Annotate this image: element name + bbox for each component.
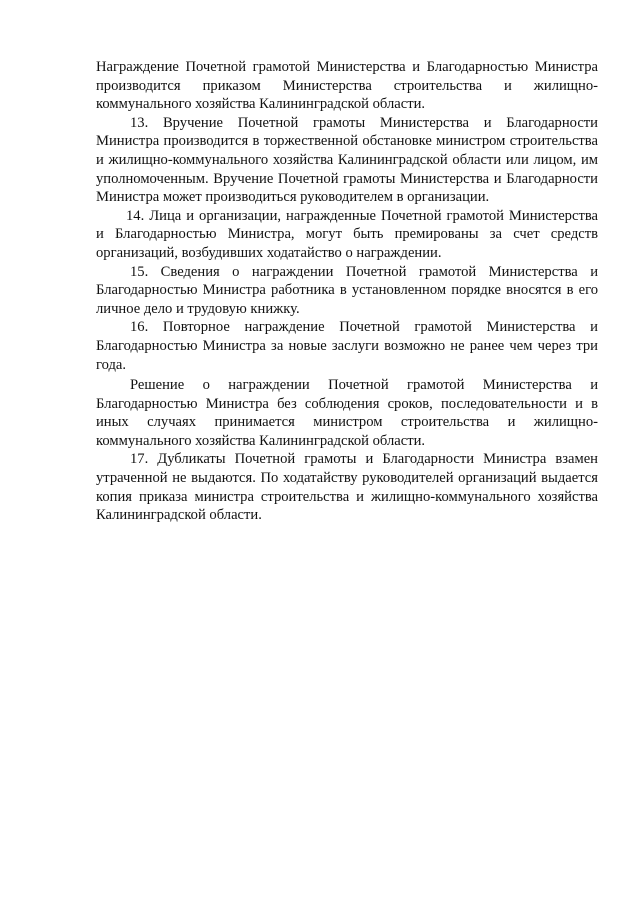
- paragraph-13-presentation: 13. Вручение Почетной грамоты Министерства и Благодарности Министра производится в торжественной обстановке министром строительства и жилищно-коммунального хозяйства Калининградской области или лицом, им уполномоченным. Вручение Почетной грамоты Министерства и Благодарности Министра может производиться руководителем в организации.: [96, 114, 598, 206]
- document-page: [96, 58, 598, 525]
- paragraph-14-bonus: 14. Лица и организации, награжденные Почетной грамотой Министерства и Благодарностью Министра, могут быть премированы за счет средств организаций, возбудивших ходатайство о награждении.: [96, 207, 598, 261]
- paragraph-decision: Решение о награждении Почетной грамотой Министерства и Благодарностью Министра без соблюдения сроков, последовательности и в иных случаях принимается министром строительства и жилищно-коммунального хозяйства Калининградской области.: [96, 377, 598, 449]
- paragraph-award-procedure: Награждение Почетной грамотой Министерства и Благодарностью Министра производится приказом Министерства строительства и жилищно-коммунального хозяйства Калининградской области.: [96, 59, 598, 113]
- paragraph-16-repeat-award: 16. Повторное награждение Почетной грамотой Министерства и Благодарностью Министра за новые заслуги возможно не ранее чем через три года.: [96, 319, 598, 373]
- paragraph-17-duplicates: 17. Дубликаты Почетной грамоты и Благодарности Министра взамен утраченной не выдаются. По ходатайству руководителей организаций выдается копия приказа министра строительства и жилищно-коммунального хозяйства Калининградской области.: [96, 451, 598, 524]
- paragraph-15-records: 15. Сведения о награждении Почетной грамотой Министерства и Благодарностью Министра работника в установленном порядке вносятся в его личное дело и трудовую книжку.: [96, 263, 598, 317]
